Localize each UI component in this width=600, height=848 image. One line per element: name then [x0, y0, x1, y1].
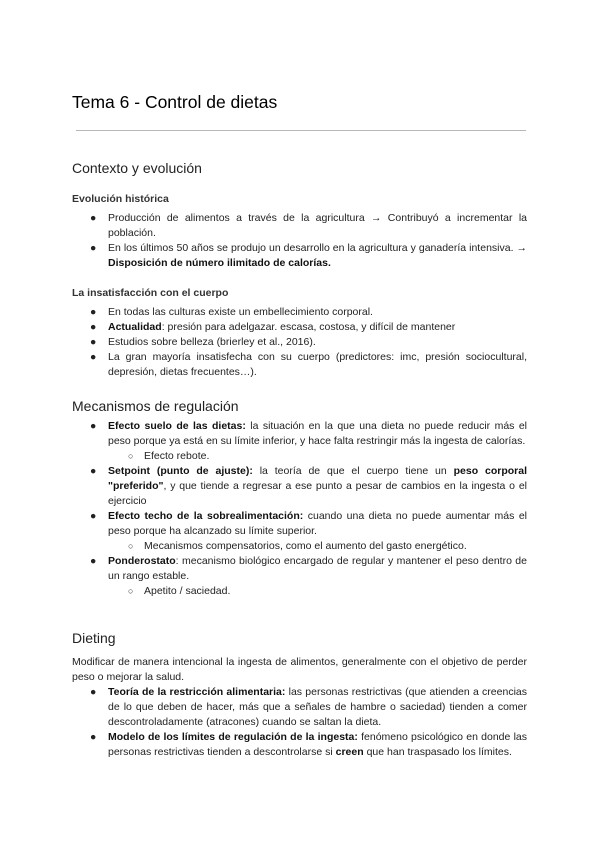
list-item: ● Setpoint (punto de ajuste): la teoría de que el cuerpo tiene un peso corporal "preferido", y que tiende a regresar a ese punto a pesar de cambios en la ingesta o el ejercicio — [90, 465, 527, 507]
bullet-icon: ● — [90, 336, 97, 348]
bullet-icon: ● — [90, 420, 97, 432]
list-mecanismos — [72, 419, 527, 599]
sub-list-item: ○ Efecto rebote. — [128, 450, 210, 462]
list-item: ● Actualidad: presión para adelgazar. escasa, costosa, y difícil de mantener — [90, 321, 456, 333]
sub-list-item: ○ Mecanismos compensatorios, como el aumento del gasto energético. — [128, 540, 467, 552]
list-item: ● Estudios sobre belleza (brierley et al., 2016). — [90, 336, 316, 348]
circle-bullet-icon: ○ — [128, 586, 134, 596]
list-dieting — [72, 685, 527, 760]
sub-list-item: ○ Apetito / saciedad. — [128, 585, 231, 597]
list-evolucion — [72, 211, 527, 271]
list-item: ● En todas las culturas existe un embellecimiento corporal. — [90, 306, 373, 318]
bullet-icon: ● — [90, 686, 97, 698]
section-heading-mecanismos: Mecanismos de regulación — [72, 398, 239, 414]
title-divider — [76, 130, 526, 131]
list-item: ● Producción de alimentos a través de la agricultura → Contribuyó a incrementar la población. — [90, 212, 527, 239]
circle-bullet-icon: ○ — [128, 451, 134, 461]
list-item: ● Efecto techo de la sobrealimentación: cuando una dieta no puede aumentar más el peso porque ha alcanzado su límite superior. ○ Mecanismos compensatorios, como el aumento del gasto energético. — [90, 510, 527, 552]
list-item: ● Ponderostato: mecanismo biológico encargado de regular y mantener el peso dentro de un rango estable. ○ Apetito / saciedad. — [90, 555, 527, 597]
bullet-icon: ● — [90, 555, 97, 567]
dieting-intro: Modificar de manera intencional la ingesta de alimentos, generalmente con el objetivo de perder peso o mejorar la salud. — [72, 656, 527, 683]
subheading-insatisfaccion: La insatisfacción con el cuerpo — [72, 287, 229, 299]
bullet-icon: ● — [90, 321, 97, 333]
list-item: ● Modelo de los límites de regulación de la ingesta: fenómeno psicológico en donde las personas restrictivas tienden a descontrolarse si creen que han traspasado los límites. — [90, 731, 527, 758]
circle-bullet-icon: ○ — [128, 541, 134, 551]
list-item: ● Teoría de la restricción alimentaria: las personas restrictivas (que atienden a creencias de lo que deben de hacer, más que a señales de hambre o saciedad) tienden a comer descontroladamente (atracones) cuando se saltan la dieta. — [90, 686, 527, 728]
bullet-icon: ● — [90, 510, 97, 522]
bullet-icon: ● — [90, 731, 97, 743]
bullet-icon: ● — [90, 242, 97, 254]
bullet-icon: ● — [90, 212, 97, 224]
list-item: ● En los últimos 50 años se produjo un desarrollo en la agricultura y ganadería intensiva. → Disposición de número ilimitado de calorías. — [90, 242, 527, 269]
section-heading-dieting: Dieting — [72, 630, 116, 646]
page-title: Tema 6 - Control de dietas — [72, 92, 278, 112]
subheading-evolucion: Evolución histórica — [72, 193, 169, 205]
list-insatisfaccion — [72, 305, 527, 380]
section-heading-contexto: Contexto y evolución — [72, 160, 202, 176]
list-item: ● Efecto suelo de las dietas: la situación en la que una dieta no puede reducir más el peso porque ya está en su límite inferior, y hace falta restringir más la ingesta de calorías. ○ Efecto rebote. — [90, 420, 527, 462]
bullet-icon: ● — [90, 306, 97, 318]
bullet-icon: ● — [90, 465, 97, 477]
bullet-icon: ● — [90, 351, 97, 363]
list-item: ● La gran mayoría insatisfecha con su cuerpo (predictores: imc, presión sociocultural, depresión, dietas frecuentes…). — [90, 351, 527, 378]
